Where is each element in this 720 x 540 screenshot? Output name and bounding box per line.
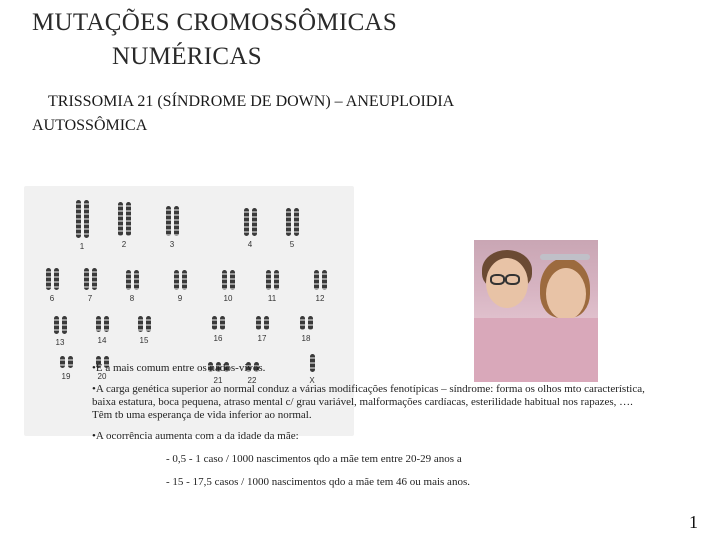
chromosome	[54, 268, 59, 290]
chromosome-label: 12	[315, 294, 325, 303]
sub-list-item: - 0,5 - 1 caso / 1000 nascimentos qdo a mãe tem entre 20-29 anos a	[166, 453, 462, 465]
chromosome-label: 8	[129, 294, 135, 303]
chromosome-label: 16	[213, 334, 223, 343]
sub-list-item: - 15 - 17,5 casos / 1000 nascimentos qdo a mãe tem 46 ou mais anos.	[166, 476, 470, 488]
page-number: 1	[689, 512, 698, 532]
chromosome-label: 6	[49, 294, 55, 303]
slide-title	[32, 6, 672, 74]
chromosome-label: 15	[139, 336, 149, 345]
subtitle-line-1: TRISSOMIA 21 (SÍNDROME DE DOWN) – ANEUPLOIDIA	[48, 93, 455, 110]
chromosome-label: 19	[61, 372, 71, 381]
chromosome	[134, 270, 139, 290]
chromosome-label: X	[309, 376, 315, 385]
chromosome	[104, 316, 109, 332]
chromosome-label: 13	[55, 338, 65, 347]
tiara	[540, 254, 590, 260]
chromosome	[244, 208, 249, 236]
chromosome-label: 17	[257, 334, 267, 343]
face-right	[546, 268, 586, 320]
chromosome	[212, 316, 217, 330]
chromosome	[182, 270, 187, 290]
chromosome	[118, 202, 123, 236]
chromosome	[222, 270, 227, 290]
chromosome	[322, 270, 327, 290]
chromosome	[92, 268, 97, 290]
bullet-item: •É a mais comum entre os nados-vivos.	[92, 362, 266, 374]
chromosome	[68, 356, 73, 368]
chromosome	[138, 316, 143, 332]
bullet-item: •A carga genética superior ao normal conduz a várias modificações fenotípicas – síndrome: forma os olhos mto característica, baixa estatura, boca pequena, atraso mental c/ grau variável, malformações cardíacas, esterilidade habitual nos rapazes, …. Têm tb uma esperança de vida inferior ao normal.	[92, 383, 645, 421]
chromosome	[220, 316, 225, 330]
chromosome-label: 22	[247, 376, 257, 385]
chromosome	[84, 268, 89, 290]
chromosome	[62, 316, 67, 334]
chromosome	[266, 270, 271, 290]
chromosome	[294, 208, 299, 236]
chromosome	[60, 356, 65, 368]
chromosome	[256, 316, 261, 330]
chromosome-label: 1	[79, 242, 85, 251]
chromosome	[264, 316, 269, 330]
chromosome	[274, 270, 279, 290]
bullet-item: •A ocorrência aumenta com a da idade da mãe:	[92, 430, 299, 442]
chromosome	[314, 270, 319, 290]
subtitle-line-2: AUTOSSÔMICA	[32, 117, 148, 134]
chromosome-label: 21	[213, 376, 223, 385]
chromosome	[76, 200, 81, 238]
slide-subtitle	[32, 90, 652, 138]
chromosome-label: 4	[247, 240, 253, 249]
chromosome-label: 3	[169, 240, 175, 249]
chromosome	[286, 208, 291, 236]
chromosome-label: 2	[121, 240, 127, 249]
chromosome-label: 10	[223, 294, 233, 303]
chromosome	[174, 270, 179, 290]
chromosome	[54, 316, 59, 334]
chromosome	[146, 316, 151, 332]
chromosome-label: 7	[87, 294, 93, 303]
chromosome-label: 11	[267, 294, 277, 303]
body-text	[92, 362, 652, 489]
title-line-1: MUTAÇÕES CROMOSSÔMICAS	[32, 9, 398, 36]
chromosome	[308, 316, 313, 330]
chromosome-label: 14	[97, 336, 107, 345]
chromosome	[96, 316, 101, 332]
chromosome	[174, 206, 179, 236]
chromosome	[126, 270, 131, 290]
chromosome	[126, 202, 131, 236]
glasses-left-lens	[490, 274, 505, 285]
chromosome	[166, 206, 171, 236]
glasses-right-lens	[505, 274, 520, 285]
chromosome	[84, 200, 89, 238]
chromosome	[230, 270, 235, 290]
chromosome	[252, 208, 257, 236]
chromosome	[300, 316, 305, 330]
chromosome-label: 18	[301, 334, 311, 343]
chromosome-label: 20	[97, 372, 107, 381]
chromosome-label: 9	[177, 294, 183, 303]
chromosome	[46, 268, 51, 290]
chromosome-label: 5	[289, 240, 295, 249]
title-line-2: NUMÉRICAS	[112, 43, 262, 70]
down-syndrome-photo	[474, 240, 598, 382]
